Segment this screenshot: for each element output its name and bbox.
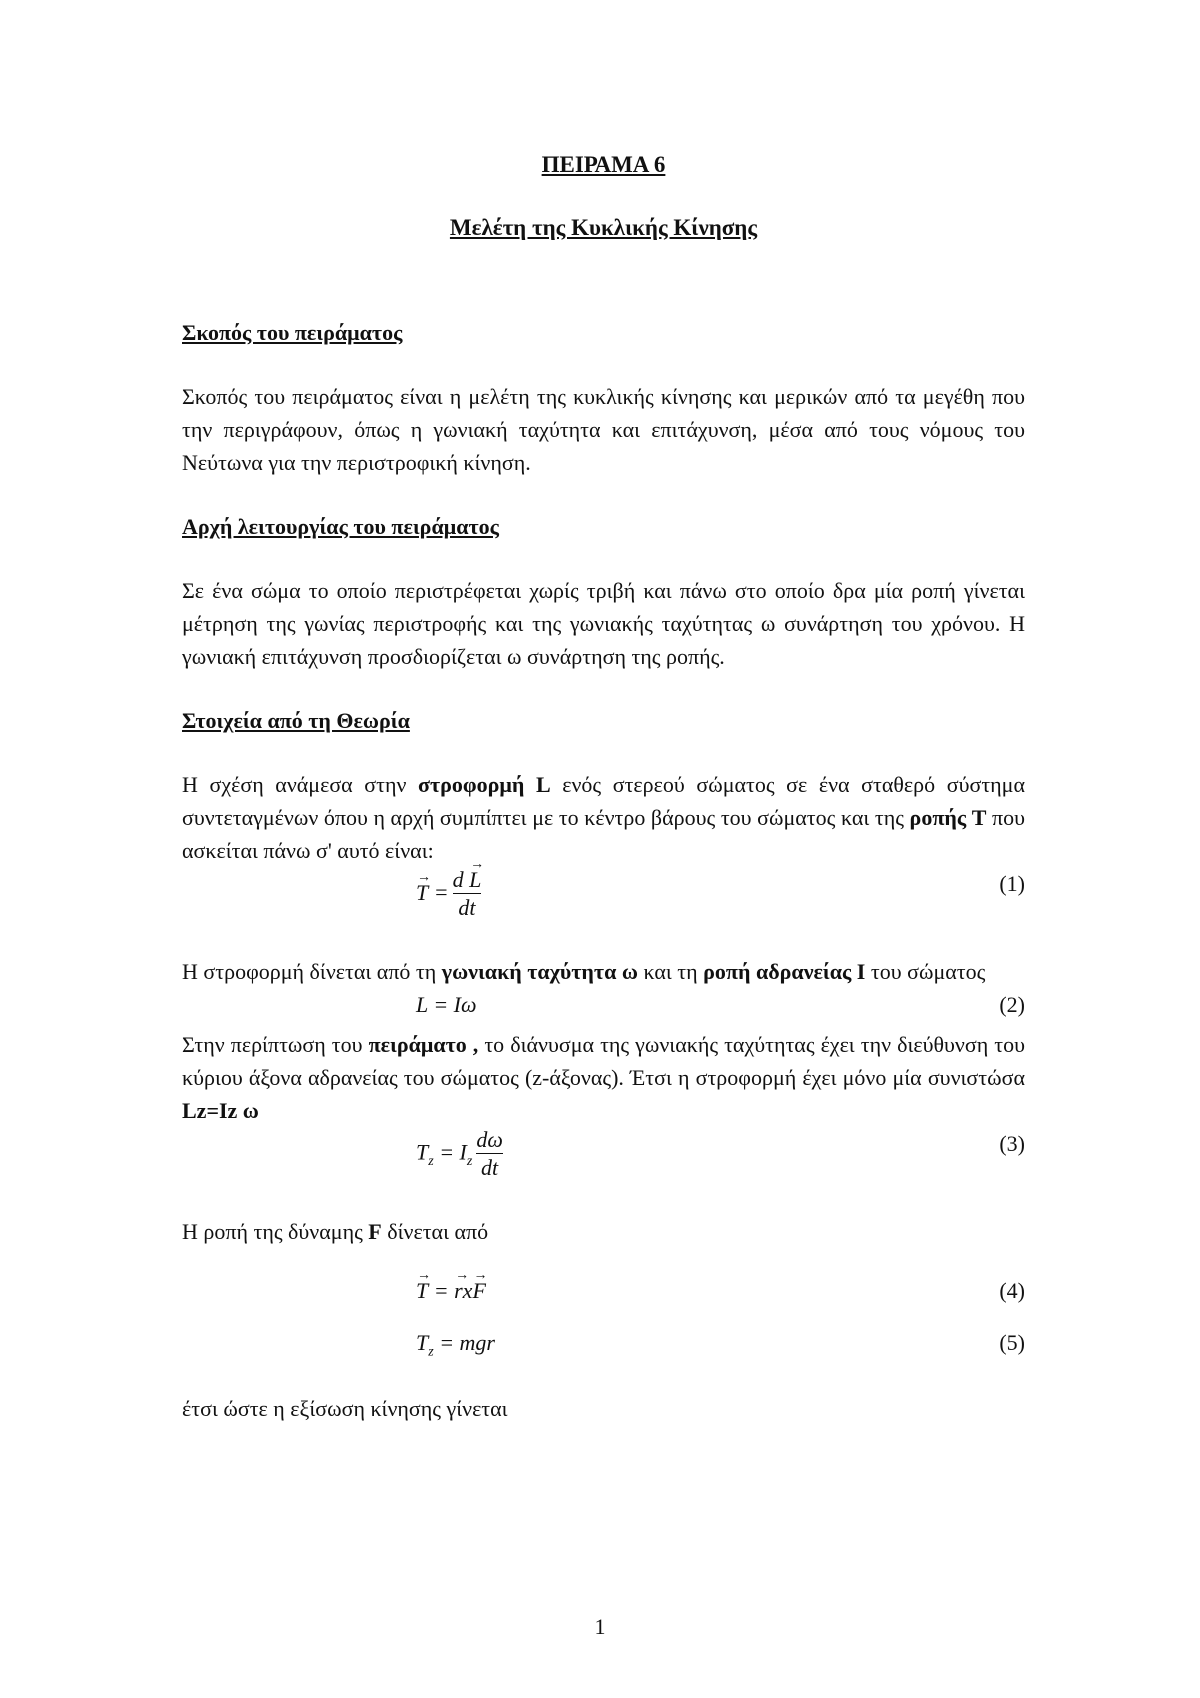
paragraph-theory-4 [182, 1215, 1025, 1248]
paragraph-theory-3 [182, 1028, 1025, 1127]
equation-2-number: (2) [999, 992, 1025, 1017]
bold-term-lz-component: Lz=Iz ω [182, 1098, 259, 1123]
text-run: ενός στερεού σώματος σε ένα σταθερό σύστημα συντεταγμένων όπου η αρχή συμπίπτει με το κέντρο βάρους του σώματος και της [182, 772, 1025, 830]
equation-1 [182, 867, 1025, 929]
equation-5-number: (5) [999, 1330, 1025, 1355]
equation-2 [182, 988, 1025, 1028]
paragraph-theory-2 [182, 955, 1025, 988]
text-run: που ασκείται πάνω σ' αυτό είναι: [182, 805, 1026, 863]
text-run: και τη [637, 959, 704, 984]
equation-5-formula: $T_z$ = mgr [416, 1330, 495, 1360]
bold-term-experiment: πειράματο , [368, 1032, 479, 1057]
document-subtitle: Μελέτη της Κυκλικής Κίνησης [449, 215, 758, 240]
text-run: το διάνυσμα της γωνιακής ταχύτητας έχει την διεύθυνση του κύριου άξονα αδρανείας του σώματος (z-άξονας). Έτσι η στροφορμή έχει μόνο μία συνιστώσα [182, 1032, 1025, 1090]
text-run: Η ροπή της δύναμης [182, 1219, 369, 1244]
equation-1-number: (1) [999, 871, 1025, 896]
equation-2-formula: L = Iω [416, 992, 477, 1017]
document-body [182, 148, 1025, 1425]
text-run: Στην περίπτωση του [182, 1032, 369, 1057]
paragraph-theory-1 [182, 768, 1025, 867]
equation-4 [182, 1274, 1025, 1326]
equation-4-number: (4) [999, 1278, 1025, 1303]
text-run: δίνεται από [381, 1219, 489, 1244]
paragraph-purpose: Σκοπός του πειράματος είναι η μελέτη της κυκλικής κίνησης και μερικών από τα μεγέθη που την περιγράφουν, όπως η γωνιακή ταχύτητα και επιτάχυνση, μέσα από τους νόμους του Νεύτωνα για την περιστροφική κίνηση. [182, 384, 1025, 475]
bold-term-force: F [368, 1219, 382, 1244]
paragraph-principle: Σε ένα σώμα το οποίο περιστρέφεται χωρίς τριβή και πάνω στο οποίο δρα μία ροπή γίνεται μέτρηση της γωνίας περιστροφής και της γωνιακής ταχύτητας ω συνάρτηση του χρόνου. Η γωνιακή επιτάχυνση προσδιορίζεται ω συνάρτηση της ροπής. [182, 578, 1025, 669]
section-heading-purpose: Σκοπός του πειράματος [182, 320, 403, 345]
bold-term-torque: ροπής T [909, 805, 987, 830]
equation-5 [182, 1326, 1025, 1378]
section-heading-principle: Αρχή λειτουργίας του πειράματος [182, 514, 499, 539]
text-run: του σώματος [865, 959, 986, 984]
equation-4-formula: → T = → rx→ F [416, 1274, 486, 1307]
bold-term-moment-of-inertia: ροπή αδρανείας I [703, 959, 866, 984]
paragraph-theory-5: έτσι ώστε η εξίσωση κίνησης γίνεται [182, 1396, 508, 1421]
equation-3 [182, 1127, 1025, 1189]
document-title: ΠΕΙΡΑΜΑ 6 [541, 152, 666, 177]
text-run: Η στροφορμή δίνεται από τη [182, 959, 442, 984]
bold-term-angular-velocity: γωνιακή ταχύτητα ω [441, 959, 638, 984]
equation-3-number: (3) [999, 1131, 1025, 1156]
page-number: 1 [594, 1614, 606, 1639]
bold-term-angular-momentum: στροφορμή L [418, 772, 551, 797]
section-heading-theory: Στοιχεία από τη Θεωρία [182, 708, 410, 733]
equation-3-formula: $T_z = I_z$ $\frac{d\omega}{dt}$ [416, 1127, 503, 1180]
equation-1-formula: → T = $\frac{d \to L}{dt}$ [416, 867, 481, 922]
text-run: Η σχέση ανάμεσα στην [182, 772, 419, 797]
